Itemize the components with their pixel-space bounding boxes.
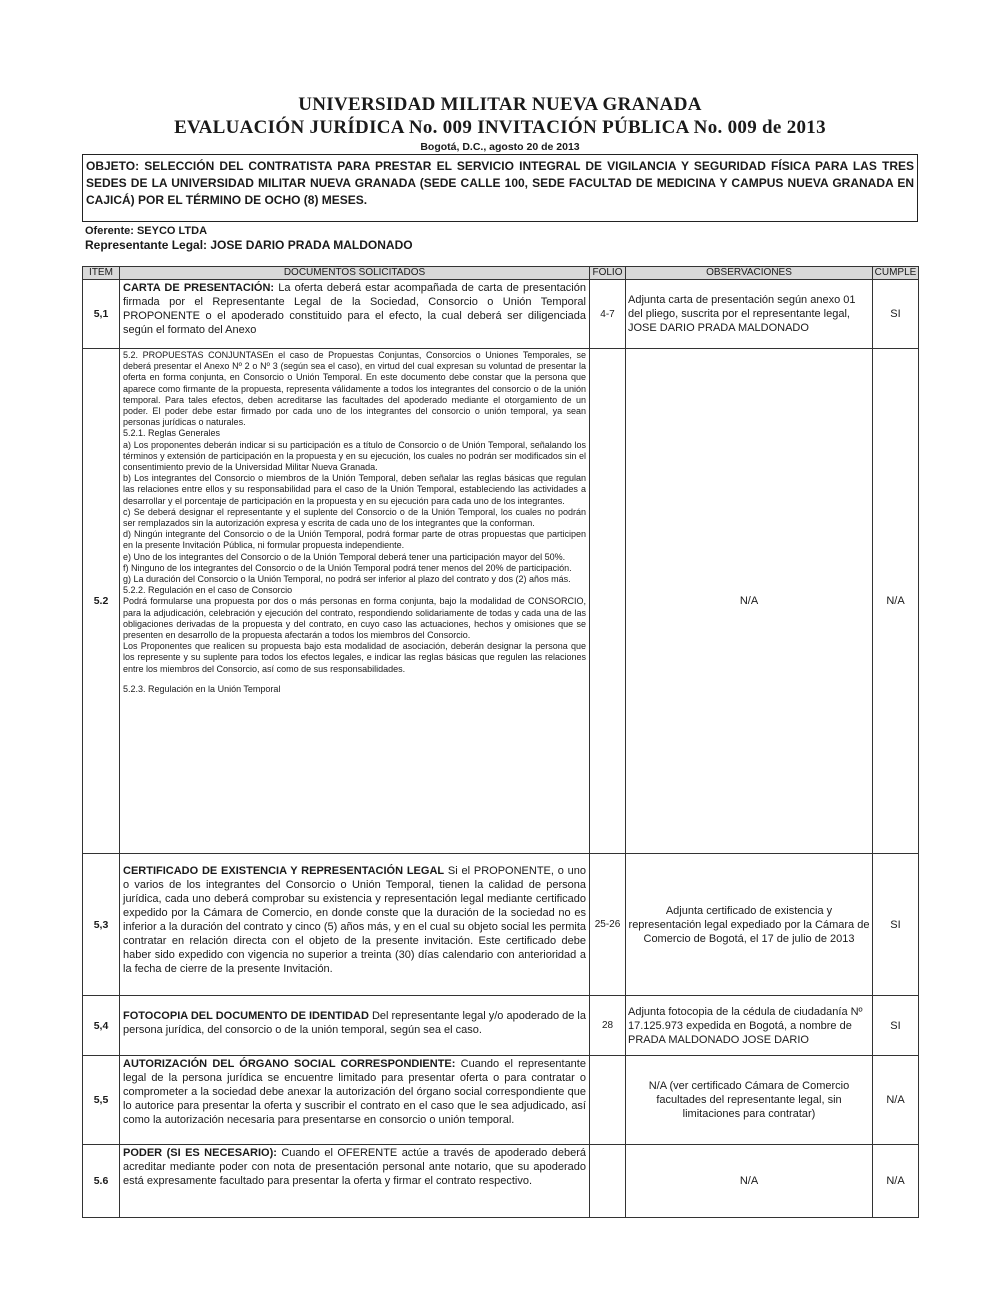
- document-text: Si el PROPONENTE, o uno o varios de los integrantes del Consorcio o Unión Temporal, tienen la calidad de persona jurídica, cada uno deberá comprobar su existencia y representación legal mediante certificado expedido por la Cámara de Comercio, en donde conste que la duración de la sociedad no es inferior a la duración del contrato y cinco (5) años más, y en el cual su objeto social les permita contratar en relación directa con el objeto de la presente invitación. Este certificado debe haber sido expedido con vigencia no superior a treinta (30) días calendario con anterioridad a la fecha de cierre de la presente Invitación.: [123, 865, 586, 975]
- document-description: [120, 349, 590, 854]
- item-number: 5,3: [83, 854, 120, 996]
- item-number: 5,4: [83, 996, 120, 1056]
- paragraph: 5.2.1. Reglas Generales: [123, 428, 221, 439]
- document-text: Cuando el OFERENTE actúe a través de apoderado deberá acreditar mediante poder con nota de presentación personal ante notario, que su apoderado está expresamente facultado para presentar la oferta y firmar el contrato respectivo.: [123, 1147, 586, 1187]
- paragraph: 5.2. PROPUESTAS CONJUNTASEn el caso de Propuestas Conjuntas, Consorcios o Uniones Temporales, se deberá presentar el Anexo Nº 2 o Nº 3 (según sea el caso), en virtud del cual expresan su voluntad de presentar la oferta en forma conjunta, en Consorcio o Unión Temporal. En este documento debe constar que la persona que aparece como firmante de la propuesta, representa válidamente a todos los integrantes del consorcio o de la unión temporal. Para tales efectos, deben acreditarse las facultades del apoderado mediante el otorgamiento de un poder. El poder debe estar firmado por cada uno de los integrantes del consorcio o unión temporal, ya sean personas jurídicas o naturales.: [123, 350, 586, 428]
- document-description: [120, 1056, 590, 1145]
- observaciones: Adjunta carta de presentación según anexo 01 del pliego, suscrita por el representante legal, JOSE DARIO PRADA MALDONADO: [626, 280, 873, 349]
- table-header-row: [83, 267, 919, 280]
- folio: 25-26: [590, 854, 626, 996]
- cumple: N/A: [873, 349, 919, 854]
- document-title: CERTIFICADO DE EXISTENCIA Y REPRESENTACIÓN LEGAL: [123, 865, 445, 877]
- table-row: [83, 1145, 919, 1218]
- item-number: 5.2: [83, 349, 120, 854]
- paragraph: d) Ningún integrante del Consorcio o de la Unión Temporal, podrá formar parte de otras propuestas que participen en la presente Invitación Pública, ni formular propuesta independiente.: [123, 529, 586, 551]
- folio: [590, 1145, 626, 1218]
- paragraph: Podrá formularse una propuesta por dos o más personas en forma conjunta, bajo la modalidad de CONSORCIO, para la adjudicación, celebración y ejecución del contrato, respondiendo solidariamente de todas y cada una de las obligaciones derivadas de la propuesta y del contrato, en cuyo caso las actuaciones, hechos y omisiones que se presenten en desarrollo de la propuesta afectarán a todos los miembros del Consorcio.: [123, 596, 586, 641]
- objeto-box: OBJETO: SELECCIÓN DEL CONTRATISTA PARA PRESTAR EL SERVICIO INTEGRAL DE VIGILANCIA Y SEGURIDAD FÍSICA PARA LAS TRES SEDES DE LA UNIVERSIDAD MILITAR NUEVA GRANADA (SEDE CALLE 100, SEDE FACULTAD DE MEDICINA Y CAMPUS NUEVA GRANADA EN CAJICÁ) POR EL TÉRMINO DE OCHO (8) MESES.: [82, 154, 918, 222]
- document-text: La oferta deberá estar acompañada de carta de presentación firmada por el Representante Legal de la Sociedad, Consorcio o Unión Temporal PROPONENTE o el apoderado constituido para el efecto, la cual deberá ser diligenciada según el formato del Anexo: [123, 282, 586, 336]
- folio: 4-7: [590, 280, 626, 349]
- document-title: CARTA DE PRESENTACIÓN:: [123, 282, 275, 294]
- document-description: [120, 280, 590, 349]
- cumple: SI: [873, 996, 919, 1056]
- observaciones: N/A: [626, 1145, 873, 1218]
- evaluation-table: [82, 266, 919, 1218]
- folio: [590, 349, 626, 854]
- document-text: Del representante legal y/o apoderado de la persona jurídica, del consorcio o de la unión temporal, según sea el caso.: [123, 1010, 586, 1036]
- table-row: [83, 996, 919, 1056]
- cumple: SI: [873, 280, 919, 349]
- observaciones: Adjunta certificado de existencia y representación legal expediado por la Cámara de Comercio de Bogotá, el 17 de julio de 2013: [626, 854, 873, 996]
- observaciones: N/A: [626, 349, 873, 854]
- paragraph: f) Ninguno de los integrantes del Consorcio o de la Unión Temporal podrá tener menos del 20% de participación.: [123, 562, 572, 573]
- cumple: SI: [873, 854, 919, 996]
- document-title: AUTORIZACIÓN DEL ÓRGANO SOCIAL CORRESPONDIENTE:: [123, 1058, 456, 1070]
- table-row: [83, 280, 919, 349]
- item-number: 5,1: [83, 280, 120, 349]
- oferente: Oferente: SEYCO LTDA: [85, 225, 208, 237]
- paragraph: Los Proponentes que realicen su propuesta bajo esta modalidad de asociación, deberán designar la persona que los represente y su suplente para todos los efectos legales, e indicar las reglas básicas que regulen las relaciones entre los miembros del Consorcio, así como de sus responsabilidades.: [123, 641, 586, 674]
- item-number: 5,5: [83, 1056, 120, 1145]
- cumple: N/A: [873, 1145, 919, 1218]
- representante-legal: Representante Legal: JOSE DARIO PRADA MALDONADO: [85, 238, 413, 252]
- university-title: UNIVERSIDAD MILITAR NUEVA GRANADA: [298, 94, 702, 115]
- document-description: [120, 996, 590, 1056]
- evaluation-title: EVALUACIÓN JURÍDICA No. 009 INVITACIÓN PÚBLICA No. 009 de 2013: [174, 117, 826, 138]
- document-title: PODER (SI ES NECESARIO):: [123, 1147, 277, 1159]
- paragraph: b) Los integrantes del Consorcio o miembros de la Unión Temporal, deben señalar las reglas básicas que regulan las relaciones entre ellos y su responsabilidad para el caso de la Unión Temporal, estableciendo las actividades a desarrollar y el porcentaje de participación en la propuesta y en su ejecución para cada uno de los integrantes.: [123, 473, 586, 506]
- folio: 28: [590, 996, 626, 1056]
- paragraph: e) Uno de los integrantes del Consorcio o de la Unión Temporal deberá tener una participación mayor del 50%.: [123, 551, 566, 562]
- header-documentos: DOCUMENTOS SOLICITADOS: [120, 267, 590, 280]
- observaciones: N/A (ver certificado Cámara de Comercio facultades del representante legal, sin limitaciones para contratar): [626, 1056, 873, 1145]
- table-row: [83, 1056, 919, 1145]
- paragraph: c) Se deberá designar el representante y el suplente del Consorcio o de la Unión Temporal, los cuales no podrán ser remplazados sin la autorización expresa y escrita de cada uno de los integrantes que la conforman.: [123, 506, 586, 529]
- document-title: FOTOCOPIA DEL DOCUMENTO DE IDENTIDAD: [123, 1010, 369, 1022]
- document-description: [120, 1145, 590, 1218]
- header-observaciones: OBSERVACIONES: [626, 267, 873, 280]
- paragraph: g) La duración del Consorcio o la Unión Temporal, no podrá ser inferior al plazo del contrato y dos (2) años más.: [123, 574, 571, 585]
- paragraph: 5.2.3. Regulación en la Unión Temporal: [123, 683, 281, 694]
- table-row: [83, 349, 919, 854]
- document-date: Bogotá, D.C., agosto 20 de 2013: [420, 141, 580, 153]
- table-row: [83, 854, 919, 996]
- header-cumple: CUMPLE: [873, 267, 919, 280]
- header-folio: FOLIO: [590, 267, 626, 280]
- paragraph: a) Los proponentes deberán indicar si su participación es a título de Consorcio o de Unión Temporal, señalando los términos y extensión de participación en la propuesta y en su ejecución, los cuales no podrán ser modificados sin el consentimiento previo de la Universidad Militar Nueva Granada.: [123, 439, 586, 473]
- observaciones: Adjunta fotocopia de la cédula de ciudadanía Nº 17.125.973 expedida en Bogotá, a nombre de PRADA MALDONADO JOSE DARIO: [626, 996, 873, 1056]
- document-text: Cuando el representante legal de la persona jurídica se encuentre limitado para presentar oferta o para contratar o comprometer a la sociedad debe anexar la autorización del órgano social correspondiente que lo autorice para presentar la oferta y suscribir el contrato en el caso que le sea adjudicado, así como la autorización necesaria para presentarse en consorcio o unión temporal.: [123, 1058, 586, 1126]
- cumple: N/A: [873, 1056, 919, 1145]
- document-description: [120, 854, 590, 996]
- folio: [590, 1056, 626, 1145]
- paragraph: 5.2.2. Regulación en el caso de Consorcio: [123, 585, 293, 596]
- header-item: ITEM: [83, 267, 120, 280]
- item-number: 5.6: [83, 1145, 120, 1218]
